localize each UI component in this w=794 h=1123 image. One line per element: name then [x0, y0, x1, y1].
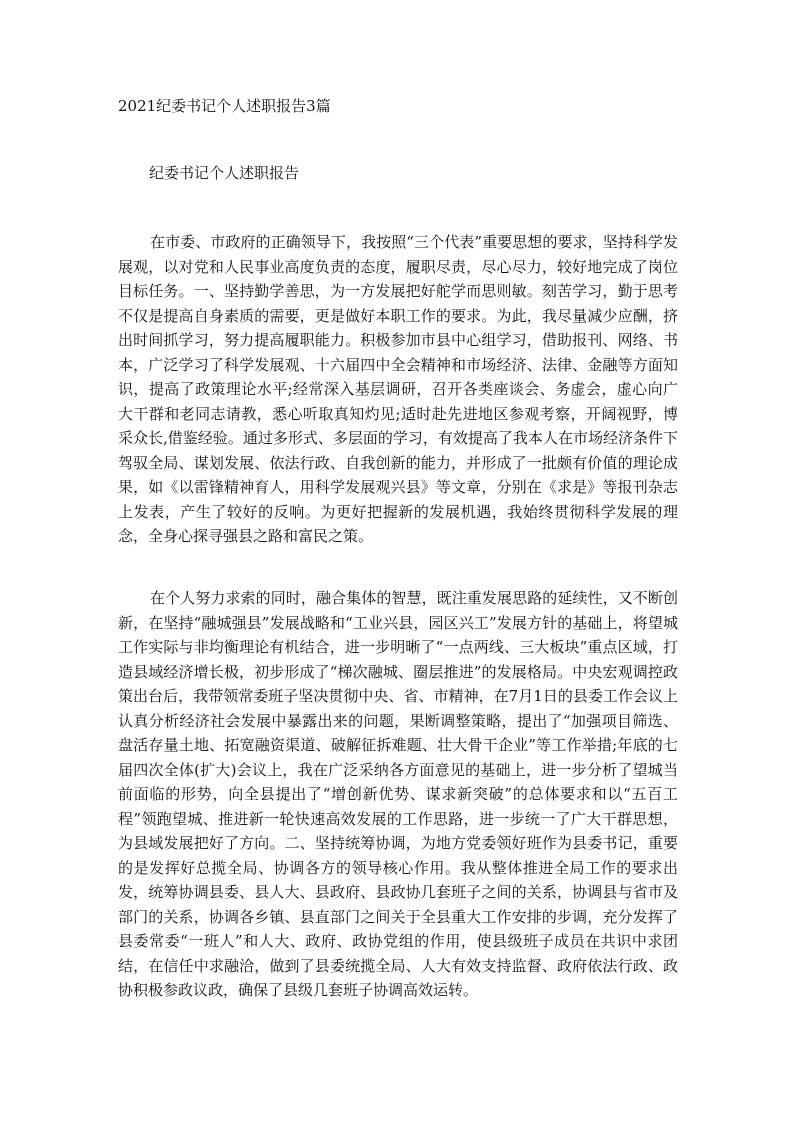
- body-paragraph: 在市委、市政府的正确领导下，我按照“三个代表”重要思想的要求，坚持科学发展观，以对党和人民事业高度负责的态度，履职尽责，尽心尽力，较好地完成了岗位目标任务。一、坚持勤学善思，为一方发展把好舵学而思则敏。刻苦学习，勤于思考不仅是提高自身素质的需要，更是做好本职工作的要求。为此，我尽量减少应酬，挤出时间抓学习，努力提高履职能力。积极参加市县中心组学习，借助报刊、网络、书本，广泛学习了科学发展观、十六届四中全会精神和市场经济、法律、金融等方面知识，提高了政策理论水平;经常深入基层调研，召开各类座谈会、务虚会，虚心向广大干群和老同志请教，悉心听取真知灼见;适时赴先进地区参观考察，开阔视野，博采众长,借鉴经验。通过多形式、多层面的学习，有效提高了我本人在市场经济条件下驾驭全局、谋划发展、依法行政、自我创新的能力，并形成了一批颇有价值的理论成果，如《以雷锋精神育人，用科学发展观兴县》等文章，分别在《求是》等报刊杂志上发表，产生了较好的反响。为更好把握新的发展机遇，我始终贯彻科学发展的理念，全身心探寻强县之路和富民之策。: [118, 233, 678, 545]
- document-subtitle: 纪委书记个人述职报告: [149, 164, 300, 182]
- body-paragraph: 在个人努力求索的同时，融合集体的智慧，既注重发展思路的延续性，又不断创新，在坚持“融城强县”发展战略和“工业兴县，园区兴工”发展方针的基础上，将望城工作实际与非均衡理论有机结合，进一步明晰了“一点两线、三大板块”重点区域，打造县域经济增长极，初步形成了“梯次融城、圈层推进”的发展格局。中央宏观调控政策出台后，我带领常委班子坚决贯彻中央、省、市精神，在7月1日的县委工作会议上认真分析经济社会发展中暴露出来的问题，果断调整策略，提出了“加强项目筛选、盘活存量土地、拓宽融资渠道、破解征拆难题、壮大骨干企业”等工作举措;年底的七届四次全体(扩大)会议上，我在广泛采纳各方面意见的基础上，进一步分析了望城当前面临的形势，向全县提出了“增创新优势、谋求新突破”的总体要求和以“五百工程”领跑望城、推进新一轮快速高效发展的工作思路，进一步统一了广大干群思想，为县域发展把好了方向。二、坚持统筹协调，为地方党委领好班作为县委书记，重要的是发挥好总揽全局、协调各方的领导核心作用。我从整体推进全局工作的要求出发，统筹协调县委、县人大、县政府、县政协几套班子之间的关系，协调县与省市及部门的关系，协调各乡镇、县直部门之间关于全县重大工作安排的步调，充分发挥了县委常委“一班人”和人大、政府、政协党组的作用，使县级班子成员在共识中求团结，在信任中求融洽，做到了县委统揽全局、人大有效支持监督、政府依法行政、政协积极参政议政，确保了县级几套班子协调高效运转。: [118, 589, 678, 999]
- document-title: 2021纪委书记个人述职报告3篇: [118, 97, 331, 115]
